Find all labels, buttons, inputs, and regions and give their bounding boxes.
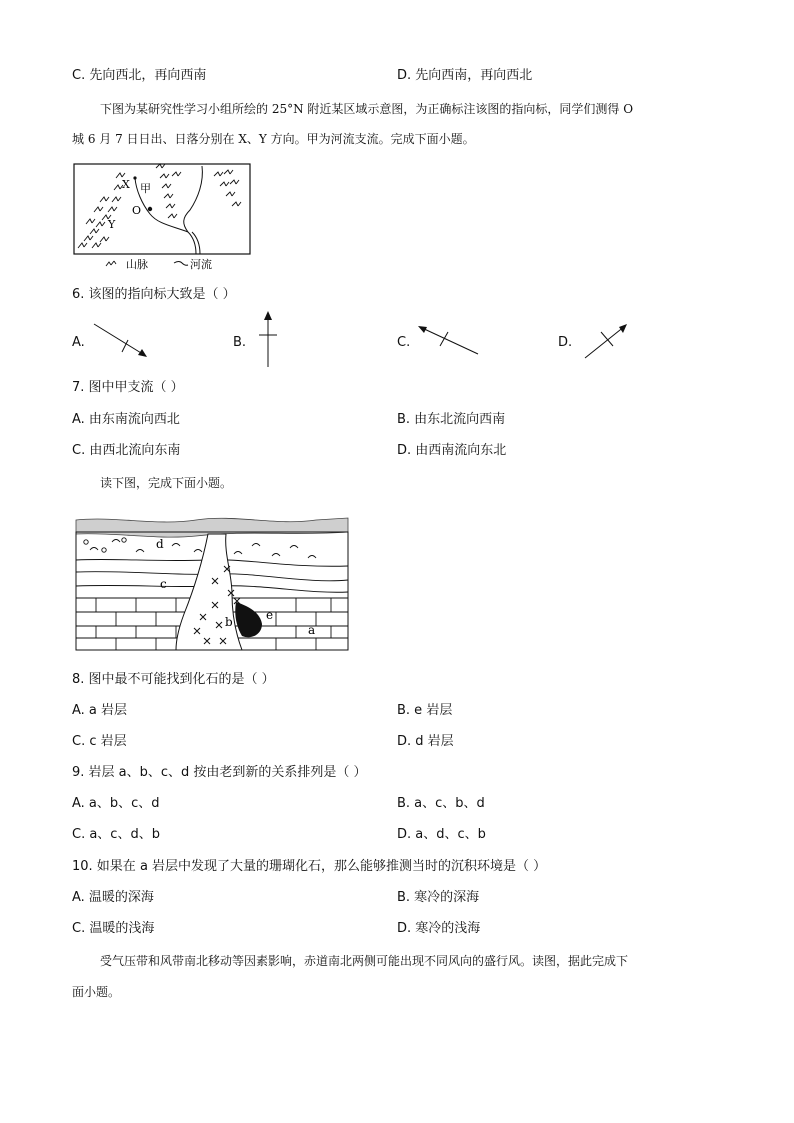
label-c: c: [160, 577, 167, 591]
q9-option-a: A. a、b、c、d: [72, 796, 160, 811]
label-a: a: [308, 623, 316, 637]
mountain-symbols-left: [78, 173, 125, 248]
label-e: e: [266, 608, 274, 622]
option-d: D. 先向西南，再向西北: [397, 68, 533, 83]
q8-option-a: A. a 岩层: [72, 703, 128, 718]
map-intro-line1: 下图为某研究性学习小组所绘的 25°N 附近某区域示意图，为正确标注该图的指向标，同学们测得 O: [100, 102, 634, 116]
label-x: X: [122, 178, 130, 191]
q9-option-b: B. a、c、b、d: [397, 796, 485, 811]
q10-option-b: B. 寒冷的深海: [397, 890, 480, 905]
mountain-symbols-right: [214, 170, 241, 206]
legend-river-icon: [174, 262, 188, 266]
q10-stem: 10. 如果在 a 岩层中发现了大量的珊瑚化石，那么能够推测当时的沉积环境是（ ）: [72, 859, 547, 874]
q8-option-d: D. d 岩层: [397, 734, 454, 749]
q10-option-a: A. 温暖的深海: [72, 890, 154, 905]
label-jia: 甲: [140, 182, 151, 195]
q6-option-b-label: B.: [233, 335, 247, 350]
q6-option-b-arrow: [258, 311, 278, 369]
q9-stem: 9. 岩层 a、b、c、d 按由老到新的关系排列是（ ）: [72, 765, 367, 780]
option-c: C. 先向西北，再向西南: [72, 68, 207, 83]
q7-option-b: B. 由东北流向西南: [397, 412, 506, 427]
q10-option-c: C. 温暖的浅海: [72, 921, 155, 936]
point-x: [133, 176, 136, 179]
q6-option-c-arrow: [416, 324, 482, 356]
label-d: d: [156, 537, 164, 551]
region-map: [72, 162, 254, 274]
q8-stem: 8. 图中最不可能找到化石的是（ ）: [72, 672, 275, 687]
q9-option-d: D. a、d、c、b: [397, 827, 486, 842]
map-intro-line2: 城 6 月 7 日日出、日落分别在 X、Y 方向。甲为河流支流。完成下面小题。: [72, 132, 475, 146]
q9-option-c: C. a、c、d、b: [72, 827, 160, 842]
mountain-symbols-middle: [156, 164, 181, 218]
q6-option-a-arrow: [92, 322, 152, 360]
q7-stem: 7. 图中甲支流（ ）: [72, 380, 184, 395]
metamorphic-layer-e: [235, 602, 262, 637]
label-y: Y: [108, 218, 116, 231]
label-b: b: [225, 615, 233, 629]
legend-mountain-icon: [106, 261, 116, 266]
rock-strata-diagram: [76, 514, 352, 654]
q8-option-c: C. c 岩层: [72, 734, 127, 749]
rock-intro: 读下图，完成下面小题。: [100, 476, 233, 490]
q6-option-d-label: D.: [558, 335, 573, 350]
legend-mountain-label: 山脉: [126, 258, 148, 271]
legend-river-label: 河流: [190, 258, 212, 271]
city-o-point: [148, 207, 152, 211]
wind-intro-line1: 受气压带和风带南北移动等因素影响，赤道南北两侧可能出现不同风向的盛行风。读图，据此完成下: [100, 954, 629, 968]
fossil-marks-layer-d: [84, 538, 316, 558]
label-o: O: [132, 204, 142, 217]
wind-intro-line2: 面小题。: [72, 985, 121, 999]
q10-option-d: D. 寒冷的浅海: [397, 921, 481, 936]
q6-option-a-label: A.: [72, 335, 85, 350]
q6-stem: 6. 该图的指向标大致是（ ）: [72, 287, 236, 302]
q7-option-d: D. 由西南流向东北: [397, 443, 507, 458]
q7-option-a: A. 由东南流向西北: [72, 412, 180, 427]
q6-option-c-label: C.: [397, 335, 411, 350]
q6-option-d-arrow: [583, 322, 629, 360]
river-main: [184, 166, 203, 254]
q7-option-c: C. 由西北流向东南: [72, 443, 181, 458]
q8-option-b: B. e 岩层: [397, 703, 453, 718]
